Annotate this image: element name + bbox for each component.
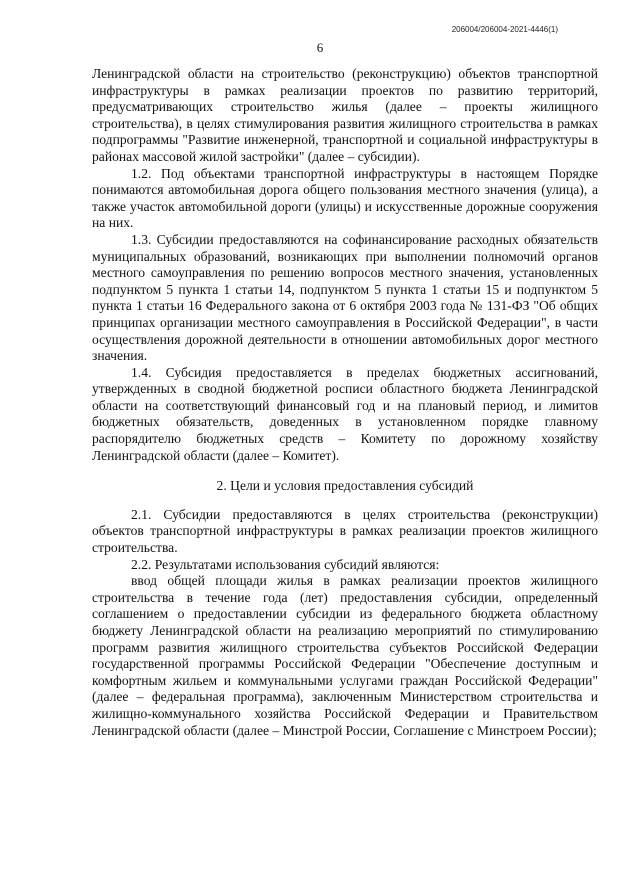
paragraph-2-2-result: ввод общей площади жилья в рамках реализации проектов жилищного строительства в течение года (лет) предоставления субсидии, определенный соглашением о предоставлении субсидии из федерального бюджета областному бюджету Ленинградской области на реализацию мероприятий по стимулированию программ развития жилищного строительства субъектов Российской Федерации государственной программы Российской Федерации "Обеспечение доступным и комфортным жильем и коммунальными услугами граждан Российской Федерации" (далее – федеральная программа), заключенным Министерством строительства и жилищно-коммунального хозяйства Российской Федерации и Правительством Ленинградской области (далее – Минстрой России, Соглашение с Минстроем России);: [92, 573, 598, 738]
section-2-heading: 2. Цели и условия предоставления субсидий: [216, 478, 474, 494]
paragraph-2-2: 2.2. Результатами использования субсидий являются:: [131, 556, 440, 572]
document-id: 206004/206004-2021-4446(1): [451, 25, 558, 34]
paragraph-1-4: 1.4. Субсидия предоставляется в пределах бюджетных ассигнований, утвержденных в сводной бюджетной росписи областного бюджета Ленинградской области на соответствующий финансовый год и на плановый период, и лимитов бюджетных обязательств, доведенных в установленном порядке главному распорядителю бюджетных средств – Комитету по дорожному хозяйству Ленинградской области (далее – Комитет).: [92, 364, 598, 463]
paragraph-1-1-continued: Ленинградской области на строительство (реконструкцию) объектов транспортной инфраструктуры в рамках реализации проектов по развитию территорий, предусматривающих строительство жилья (далее – проекты жилищного строительства), в целях стимулирования развития жилищного строительства в рамках подпрограммы "Развитие инженерной, транспортной и социальной инфраструктуры в районах массовой жилой застройки" (далее – субсидии).: [92, 66, 598, 164]
document-body: [92, 66, 598, 739]
paragraph-2-1: 2.1. Субсидии предоставляются в целях строительства (реконструкции) объектов транспортной инфраструктуры в рамках реализации проектов жилищного строительства.: [92, 506, 598, 556]
paragraph-1-3: 1.3. Субсидии предоставляются на софинансирование расходных обязательств муниципальных образований, возникающих при выполнении полномочий органов местного самоуправления по решению вопросов местного значения, установленных подпунктом 5 пункта 1 статьи 14, подпунктом 5 пункта 1 статьи 15 и подпунктом 5 пункта 1 статьи 16 Федерального закона от 6 октября 2003 года № 131-ФЗ "Об общих принципах организации местного самоуправления в Российской Федерации", в части осуществления дорожной деятельности в отношении автомобильных дорог местного значения.: [92, 231, 598, 364]
page-number: 6: [316, 40, 324, 55]
paragraph-1-2: 1.2. Под объектами транспортной инфраструктуры в настоящем Порядке понимаются автомобильная дорога общего пользования местного значения (улица), а также участок автомобильной дороги (улицы) и искусственные дорожные сооружения на них.: [92, 165, 598, 231]
